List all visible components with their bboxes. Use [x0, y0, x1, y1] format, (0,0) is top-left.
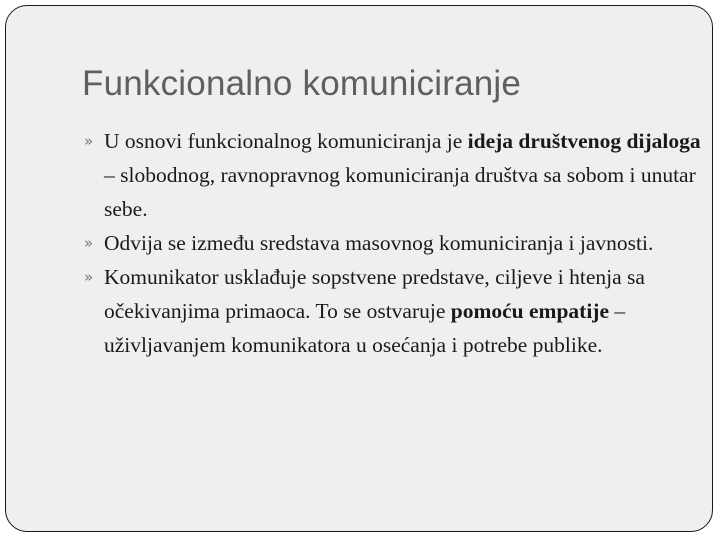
bullet-1-text-a: U osnovi funkcionalnog komuniciranja je — [104, 129, 468, 153]
bullet-3-text-a: Komunikator usklađuje sopstvene predstave, ciljeve i htenja sa očekivanjima primaoca. To se ostvaruje — [104, 265, 645, 323]
double-chevron-right-icon: » — [84, 234, 94, 252]
bullet-2-text: Odvija se između sredstava masovnog komuniciranja i javnosti. — [104, 231, 654, 255]
bullet-item-1 — [84, 124, 704, 226]
bullet-item-3 — [84, 260, 704, 362]
bullet-3-text-b: – uživljavanjem komunikatora u osećanja i potrebe publike. — [104, 299, 626, 357]
bullet-3-emphasis: pomoću empatije — [450, 299, 610, 323]
bullet-list — [84, 124, 704, 362]
double-chevron-right-icon: » — [84, 268, 94, 286]
bullet-1-text-b: – slobodnog, ravnopravnog komuniciranja društva sa sobom i unutar sebe. — [104, 163, 696, 221]
double-chevron-right-icon: » — [84, 132, 94, 150]
slide-title: Funkcionalno komuniciranje — [82, 64, 522, 103]
bullet-item-2 — [84, 226, 704, 260]
slide — [5, 5, 713, 532]
bullet-1-emphasis: ideja društvenog dijaloga — [467, 129, 701, 153]
